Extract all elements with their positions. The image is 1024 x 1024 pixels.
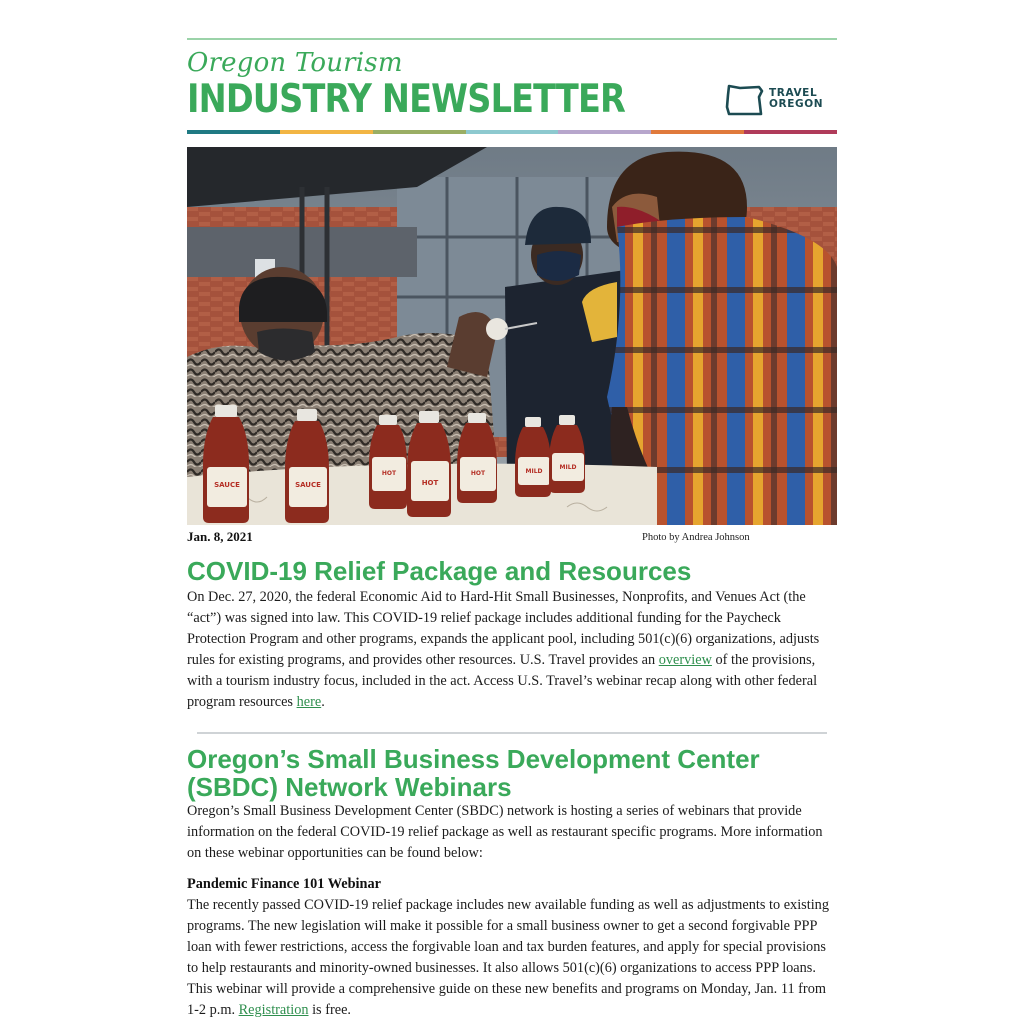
svg-text:HOT: HOT	[421, 479, 439, 487]
section-divider	[197, 732, 827, 734]
svg-text:MILD: MILD	[559, 464, 577, 471]
covid-body-text-2: of the provisions, with a tourism industry focus, included in the act. Access U.S. Travel’s webinar recap along with other federal program resources	[187, 652, 818, 710]
covid-body-text-3: .	[321, 694, 325, 710]
newsletter-title: INDUSTRY NEWSLETTER	[187, 77, 625, 122]
top-rule	[187, 38, 837, 40]
svg-text:MILD: MILD	[525, 468, 543, 475]
covid-relief-headline: COVID-19 Relief Package and Resources	[187, 556, 692, 586]
overview-link[interactable]: overview	[658, 652, 712, 668]
oregon-state-icon	[725, 83, 765, 117]
svg-text:HOT: HOT	[381, 470, 397, 477]
color-stripe-segment-1	[187, 130, 280, 134]
logo-wordmark	[769, 88, 823, 110]
svg-text:HOT: HOT	[470, 470, 486, 477]
pandemic-body-text-1: The recently passed COVID-19 relief package includes new available funding as well as adjustments to existing programs. The new legislation will make it possible for a small business owner to get a second forgivable PPP loan with fewer restrictions, access the forgivable loan and tax burden features, and apply for special provisions to help restaurants and minority-owned businesses. It also allows 501(c)(6) organizations to access PPP loans. This webinar will provide a comprehensive guide on these new benefits and programs on Monday, Jan. 11 from 1-2 p.m.	[187, 897, 829, 1018]
resources-here-link[interactable]: here	[296, 694, 322, 710]
newsletter-kicker: Oregon Tourism	[187, 48, 403, 78]
sbdc-webinars-headline: Oregon’s Small Business Development Center (SBDC) Network Webinars	[187, 744, 760, 802]
logo-line-2: OREGON	[769, 98, 824, 110]
color-stripe-segment-4	[466, 130, 559, 134]
travel-oregon-logo[interactable]	[725, 83, 825, 117]
color-stripe-segment-2	[280, 130, 373, 134]
registration-link[interactable]: Registration	[238, 1002, 309, 1018]
market-scene-illustration	[187, 147, 837, 525]
pandemic-finance-body	[187, 895, 839, 1021]
svg-text:SAUCE: SAUCE	[295, 481, 321, 489]
color-stripe-segment-5	[558, 130, 651, 134]
color-stripe-segment-3	[373, 130, 466, 134]
covid-body-text-1: On Dec. 27, 2020, the federal Economic Aid to Hard-Hit Small Businesses, Nonprofits, and Venues Act (the “act”) was signed into law. This COVID-19 relief package includes additional funding for the Paycheck Protection Program and other programs, expands the applicant pool, including 501(c)(6) organizations, adjusts rules for existing programs, and provides other resources. U.S. Travel provides an	[187, 589, 820, 668]
svg-text:SAUCE: SAUCE	[214, 481, 240, 489]
color-stripe-segment-7	[744, 130, 837, 134]
pandemic-body-text-2: is free.	[308, 1002, 351, 1018]
sbdc-body: Oregon’s Small Business Development Center (SBDC) network is hosting a series of webinars that provide information on the federal COVID-19 relief package as well as restaurant specific programs. More information on these webinar opportunities can be found below:	[187, 803, 823, 861]
pandemic-finance-subheading: Pandemic Finance 101 Webinar	[187, 876, 381, 892]
color-stripe-segment-6	[651, 130, 744, 134]
photo-credit: Photo by Andrea Johnson	[642, 532, 750, 543]
logo-line-1: TRAVEL	[769, 87, 818, 99]
color-stripe	[187, 130, 837, 134]
hero-photo	[187, 147, 837, 525]
covid-relief-body	[187, 587, 839, 713]
issue-date: Jan. 8, 2021	[187, 529, 253, 544]
